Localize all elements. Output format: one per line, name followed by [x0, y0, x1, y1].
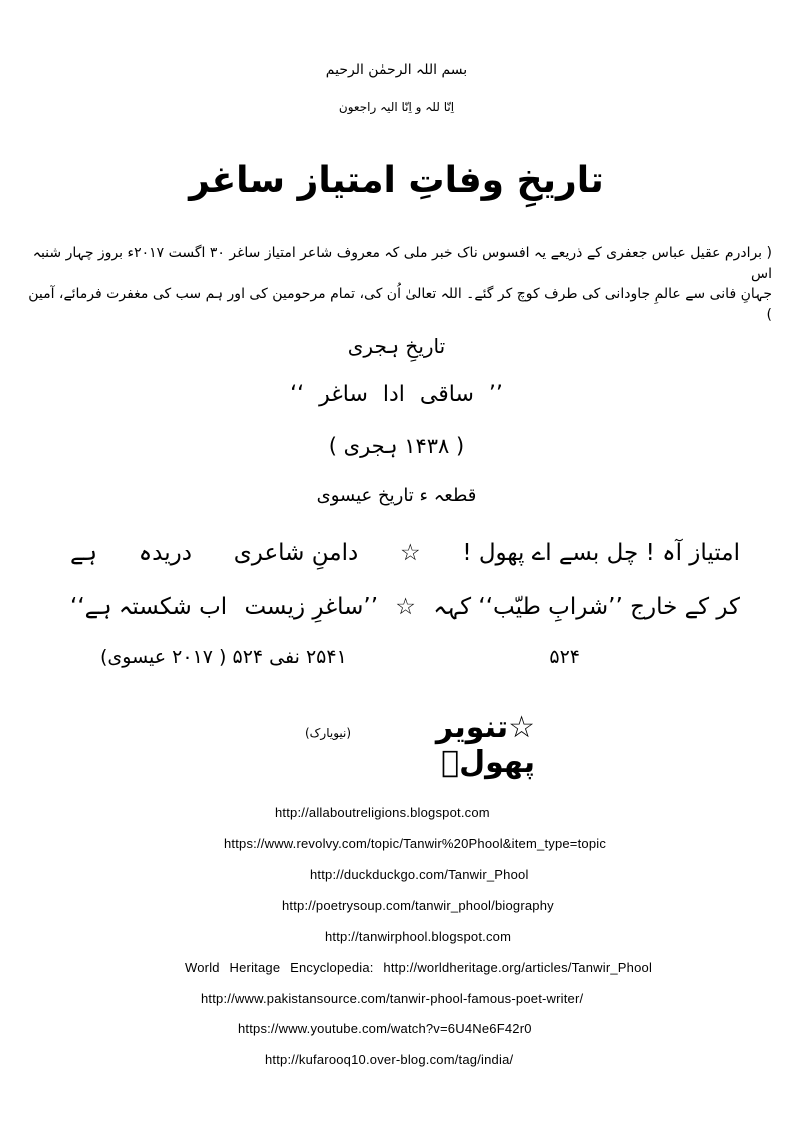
signature-name: ☆تنویر پھولؔ	[435, 710, 535, 780]
verse-1-part-3: دریدہ	[138, 540, 193, 566]
hijri-heading: تاریخِ ہجری	[347, 334, 446, 358]
gregorian-heading: قطعہ ء تاریخ عیسوی	[316, 485, 477, 506]
calc-second: ۲۵۴۱ نفی ۵۲۴ ( ۲۰۱۷ عیسوی)	[100, 646, 347, 668]
intro-paragraph-line-1: ( برادرم عقیل عباس جعفری کے ذریعے یہ افسوس ناک خبر ملی کہ معروف شاعر امتیاز ساغر ۳۰ اگست ۲۰۱۷ء بروز چہار شنبہ اس	[32, 245, 772, 282]
verse-2-part-3: اب شکستہ ہے‘‘	[70, 594, 228, 620]
verse-1-part-4: ہے	[70, 540, 97, 566]
bismillah-line: بسم اللہ الرحمٰن الرحیم	[325, 62, 468, 78]
link-worldheritage[interactable]: World Heritage Encyclopedia: http://worldheritage.org/articles/Tanwir_Phool	[185, 960, 653, 975]
link-overblog[interactable]: http://kufarooq10.over-blog.com/tag/india/	[265, 1052, 514, 1067]
link-revolvy[interactable]: https://www.revolvy.com/topic/Tanwir%20Phool&item_type=topic	[224, 836, 607, 851]
verse-line-2	[70, 594, 740, 620]
signature-block	[305, 710, 535, 780]
hijri-phrase: ’’ ساقی ادا ساغر ‘‘	[290, 382, 503, 407]
verse-2-part-2: ’’ساغرِ زیست	[244, 594, 379, 620]
star-icon: ☆	[395, 594, 416, 620]
inna-lillahi-line: اِنّا للہ و اِنّا الیہ راجعون	[338, 100, 455, 114]
calc-first: ۵۲۴	[549, 646, 580, 668]
intro-paragraph-line-2: جہانِ فانی سے عالمِ جاودانی کی طرف کوچ کر گئے۔ اللہ تعالیٰ اُن کی، تمام مرحومین کی اور ہم سب کی مغفرت فرمائے، آمین )	[28, 286, 772, 323]
verse-1-part-1: امتیاز آہ ! چل بسے اے پھول !	[462, 540, 740, 566]
link-tanwirphool-blog[interactable]: http://tanwirphool.blogspot.com	[325, 929, 512, 944]
link-pakistansource[interactable]: http://www.pakistansource.com/tanwir-phool-famous-poet-writer/	[201, 991, 584, 1006]
verse-line-1	[70, 540, 740, 566]
signature-location: (نیویارک)	[305, 726, 352, 740]
verse-1-part-2: دامنِ شاعری	[233, 540, 359, 566]
star-icon: ☆	[399, 540, 421, 566]
calculation-line	[100, 646, 580, 668]
link-youtube[interactable]: https://www.youtube.com/watch?v=6U4Ne6F42r0	[238, 1021, 532, 1036]
hijri-year: ( ۱۴۳۸ ہجری )	[328, 434, 465, 458]
page-title: تاریخِ وفاتِ امتیاز ساغر	[189, 160, 604, 201]
link-poetrysoup[interactable]: http://poetrysoup.com/tanwir_phool/biography	[282, 898, 554, 913]
link-allaboutreligions[interactable]: http://allaboutreligions.blogspot.com	[275, 805, 490, 820]
verse-2-part-1: کر کے خارج ’’شرابِ طیّب‘‘ کہہ	[433, 594, 740, 620]
link-duckduckgo[interactable]: http://duckduckgo.com/Tanwir_Phool	[310, 867, 529, 882]
